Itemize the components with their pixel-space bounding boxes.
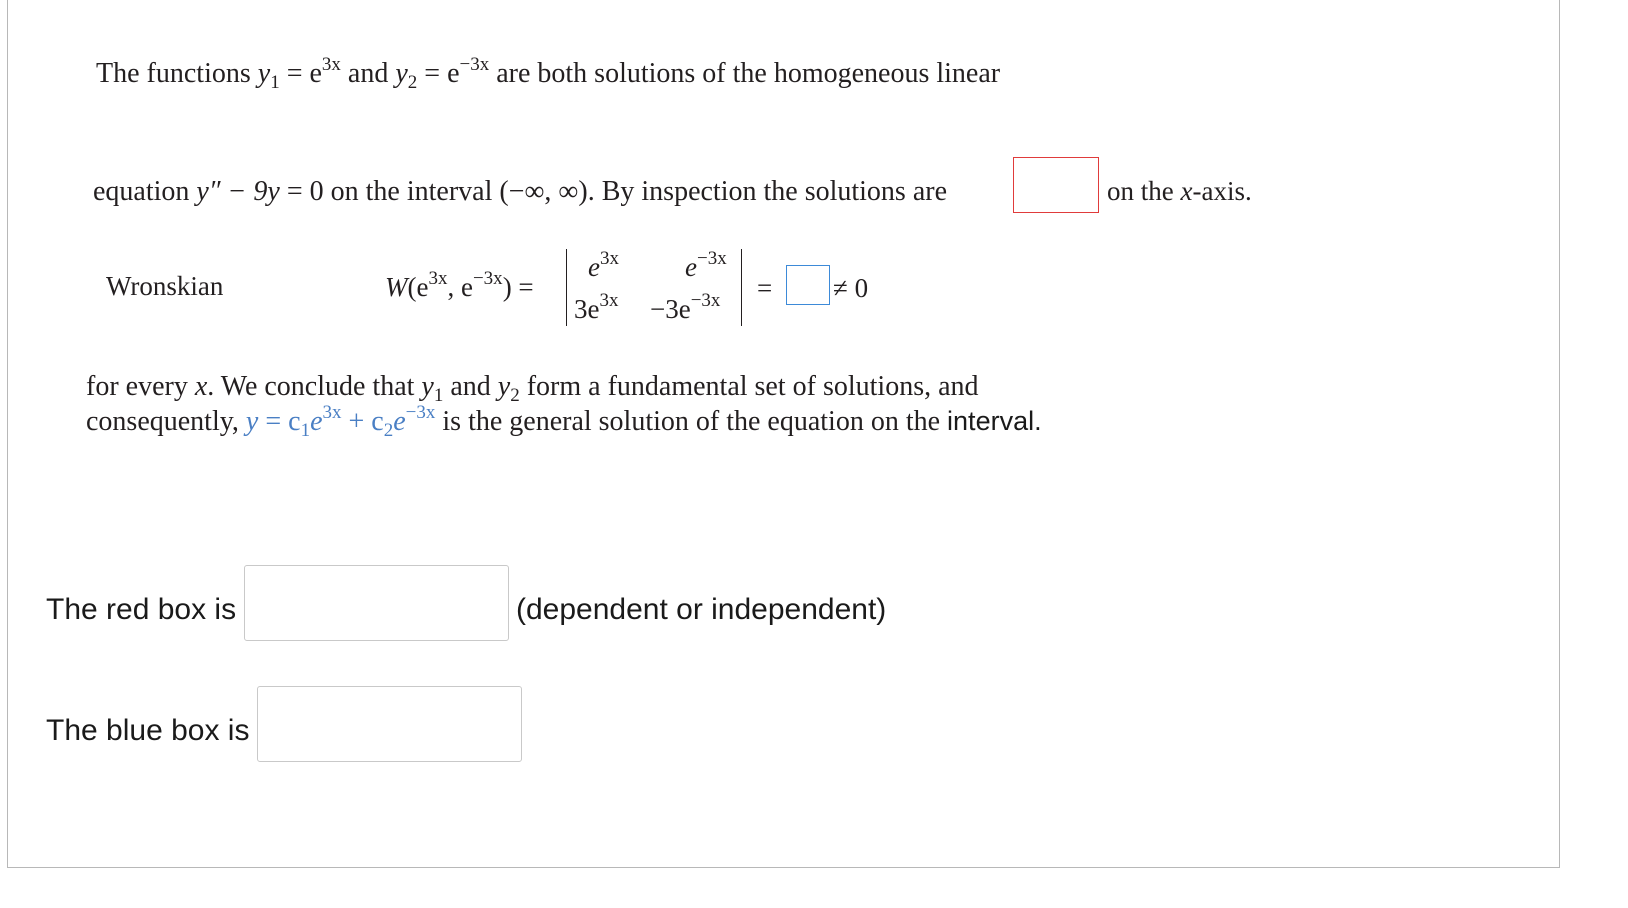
red-box-question-label: The red box is [46,593,237,626]
problem-line-4 [86,371,979,406]
text: The functions [96,58,258,89]
var-W: W [385,272,408,302]
var-y: y [395,58,408,89]
matrix-cell-2-1 [574,290,619,324]
problem-line-1 [96,54,1001,93]
subscript: 1 [300,420,311,441]
var-y: y [497,371,511,402]
subscript: 1 [270,72,280,93]
exponent: −3x [405,402,436,423]
subscript: 2 [407,72,418,93]
problem-line-5 [86,402,1042,441]
determinant-left-bar [566,249,567,326]
text: and [340,58,396,89]
exponent: −3x [472,268,503,289]
text: is the general solution of the equation on the [435,406,948,437]
exponent: 3x [599,248,619,269]
problem-line-2-suffix [1107,178,1252,205]
determinant-right-bar [741,249,742,326]
text: + c [341,406,384,437]
text: = e [417,58,460,89]
red-answer-box [1013,157,1099,213]
matrix-cell-1-1 [588,248,619,282]
text: for every [86,371,195,402]
wronskian-label: Wronskian [106,271,224,301]
base: e [310,406,323,437]
text: equation [93,176,197,207]
text: . We conclude that [207,371,422,402]
text: consequently, [86,406,246,437]
text: and [443,371,498,402]
ode-expression: y″ − 9y [196,176,280,207]
text: form a fundamental set of solutions, and [519,371,979,402]
text: interval. [947,406,1042,436]
text: , e [447,272,473,302]
problem-line-2 [93,178,947,206]
matrix-cell-2-2 [650,290,721,324]
var-y: y [421,371,434,402]
var-y: y [257,58,271,89]
exponent: −3x [696,248,727,269]
exponent: −3x [690,290,721,311]
red-box-answer-input[interactable] [244,565,509,641]
exponent: 3x [322,402,342,423]
exponent: 3x [428,268,448,289]
exponent: 3x [599,290,619,311]
base: −3e [650,294,691,324]
exponent: −3x [459,54,490,75]
base: e [393,406,406,437]
exponent: 3x [321,54,341,75]
subscript: 2 [383,420,394,441]
blue-box-question-label: The blue box is [46,714,250,747]
text: ) = [502,272,534,302]
base: e [588,252,600,282]
text: -axis. [1192,176,1252,206]
text: = 0 on the interval (−∞, ∞). By inspection the solutions are [279,176,948,207]
text: = c [258,406,301,437]
not-zero: ≠ 0 [833,273,869,303]
blue-answer-box [786,265,830,305]
blue-box-answer-input[interactable] [257,686,522,762]
var-y: y [245,406,259,437]
subscript: 1 [433,385,444,406]
subscript: 2 [510,385,520,406]
text: = e [279,58,322,89]
text: are both solutions of the homogeneous linear [489,58,1001,89]
wronskian-equals: = [757,273,773,303]
general-solution-expression [245,402,436,441]
base: 3e [574,294,600,324]
wronskian-lhs [385,268,534,302]
text: on the [1107,176,1181,206]
red-box-hint: (dependent or independent) [516,593,887,626]
text: (e [407,272,429,302]
var-x: x [194,371,208,402]
base: e [685,252,697,282]
var-x: x [1180,176,1193,206]
matrix-cell-1-2 [685,248,727,282]
